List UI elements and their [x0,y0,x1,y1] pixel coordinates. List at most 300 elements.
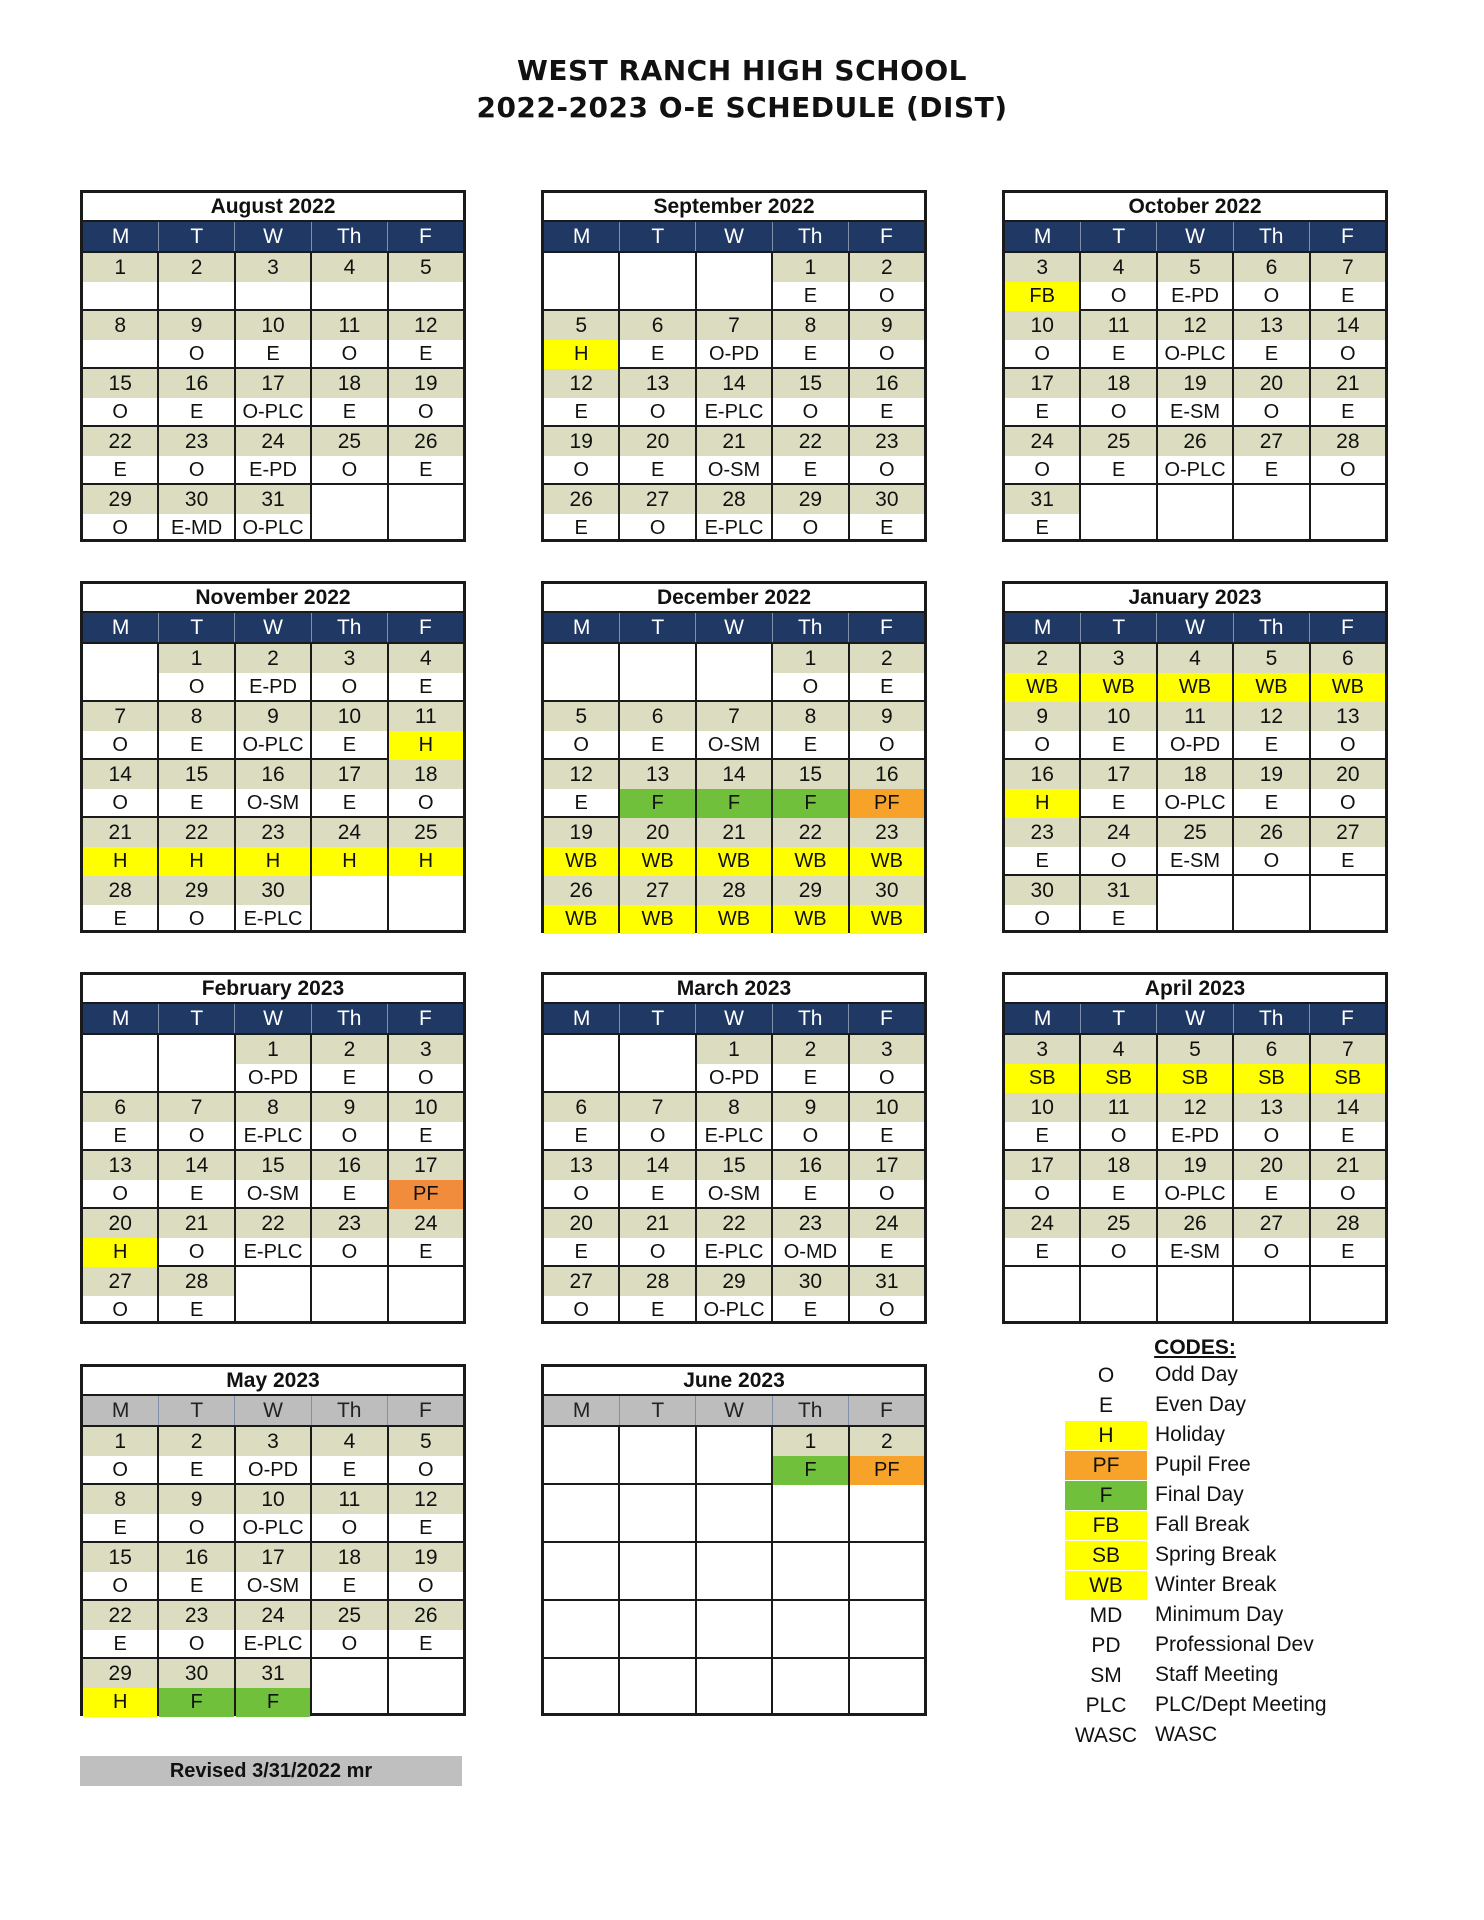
day-number [697,1543,771,1571]
day-number: 11 [312,1485,386,1514]
week-row [83,816,463,874]
day-number: 6 [620,311,694,340]
day-cell [848,1659,924,1715]
day-code [312,1295,386,1323]
day-code: O [418,1575,434,1597]
day-cell [310,702,386,758]
day-code: O [188,1241,205,1263]
day-code: O [112,734,128,756]
week-row [83,1091,463,1149]
weekday-label: M [1033,1007,1052,1030]
day-code: E [189,1183,204,1205]
day-code: E [880,517,894,539]
day-code: O [879,343,895,365]
month-title: March 2023 [544,975,924,1004]
day-cell [1232,1093,1308,1149]
day-code: E [189,734,204,756]
day-cell [387,1093,463,1149]
weekday-label: F [1309,1004,1385,1033]
day-cell [618,818,694,874]
day-cell [1232,876,1308,932]
month-title: June 2023 [544,1367,924,1396]
day-code: O [879,459,895,481]
day-code: E [803,285,818,307]
day-cell [544,253,618,309]
day-code: E-MD [171,517,223,539]
code-row [1065,1420,1365,1450]
code-label: Spring Break [1155,1543,1277,1566]
day-cell [771,818,847,874]
day-number: 4 [1158,644,1232,673]
day-cell [234,1601,310,1657]
day-cell [1232,427,1308,483]
day-number [697,1601,771,1629]
day-number: 21 [83,818,157,847]
day-cell [695,818,771,874]
day-cell [387,1659,463,1715]
day-cell [1309,760,1385,816]
day-cell [544,485,618,541]
day-cell [1232,1151,1308,1207]
day-code: E [189,1575,204,1597]
weekday-label: F [387,1396,463,1425]
day-code: O [341,1517,358,1539]
code-key: E [1098,1393,1113,1417]
code-row [1065,1360,1365,1390]
day-number [773,1601,847,1629]
month-title: September 2022 [544,193,924,222]
day-code: O [112,1183,128,1205]
day-cell [157,369,233,425]
day-cell [618,702,694,758]
code-label: WASC [1155,1723,1218,1746]
day-number: 21 [1311,369,1385,398]
day-number: 25 [389,818,463,847]
day-code: WB [850,847,924,876]
day-code [159,1063,233,1091]
weekday-label: W [1156,613,1232,642]
weekday-label: W [234,1396,310,1425]
day-number: 3 [312,644,386,673]
day-code: H [159,847,233,876]
weekday-label: F [387,222,463,251]
day-number: 1 [773,253,847,282]
day-code: O [1263,1125,1280,1147]
day-code: WB [850,905,924,934]
day-code: O [649,1125,666,1147]
code-key: WB [1065,1571,1147,1600]
day-code: O [1263,285,1280,307]
day-number [544,1485,618,1513]
day-cell [387,1035,463,1091]
day-cell [1309,485,1385,541]
day-code: F [159,1688,233,1717]
day-number: 17 [1081,760,1155,789]
day-code [544,1571,618,1599]
day-cell [83,1543,157,1599]
day-code: E-PLC [704,401,764,423]
day-cell [83,427,157,483]
day-cell [157,818,233,874]
day-cell [695,427,771,483]
day-number: 13 [1234,1093,1308,1122]
weekday-label: F [848,1396,924,1425]
day-code [83,672,157,700]
day-number: 27 [544,1267,618,1296]
code-key: FB [1065,1511,1147,1540]
day-code: E [342,734,357,756]
day-code [697,672,771,700]
day-code: E [574,792,588,814]
day-cell [1232,485,1308,541]
day-code: SB [1234,1064,1308,1093]
day-code: E-PD [1171,285,1219,307]
day-cell [157,1209,233,1265]
day-code: O-PD [248,1067,299,1089]
day-code [236,1295,310,1323]
day-code: E-SM [1170,1241,1221,1263]
day-number: 5 [1234,644,1308,673]
day-number: 11 [1158,702,1232,731]
day-number: 12 [1158,1093,1232,1122]
day-code: O-PLC [1164,459,1226,481]
weekday-label: W [234,1004,310,1033]
day-number [389,1659,463,1687]
day-number [620,1543,694,1571]
month-september-2022 [541,190,927,542]
week-row [544,700,924,758]
day-number: 17 [312,760,386,789]
day-cell [234,253,310,309]
day-number: 28 [1311,427,1385,456]
day-code: E [880,1125,894,1147]
weekday-label: W [695,1004,771,1033]
day-code [389,1295,463,1323]
month-title: October 2022 [1005,193,1385,222]
day-number: 2 [236,644,310,673]
day-number: 12 [389,311,463,340]
day-number [312,876,386,904]
day-code: H [83,1238,157,1267]
code-key: WASC [1074,1723,1138,1747]
day-code: E [1111,908,1126,930]
day-code [544,1063,618,1091]
day-number: 24 [312,818,386,847]
day-code: H [389,731,463,760]
day-cell [695,311,771,367]
day-cell [1232,702,1308,758]
day-code: H [83,1688,157,1717]
day-code: E [574,401,588,423]
day-cell [544,702,618,758]
day-cell [310,1601,386,1657]
day-cell [848,1485,924,1541]
day-cell [310,1427,386,1483]
day-cell [310,818,386,874]
day-number: 6 [1234,253,1308,282]
day-number: 22 [159,818,233,847]
codes-title: CODES: [1154,1336,1236,1359]
day-cell [157,1543,233,1599]
day-code [389,513,463,541]
code-label: Fall Break [1155,1513,1250,1536]
day-cell [695,644,771,700]
day-code: E [189,1299,204,1321]
day-code: O [879,1067,895,1089]
day-number: 24 [389,1209,463,1238]
day-code: E [419,459,433,481]
day-number: 10 [312,702,386,731]
day-number: 29 [159,876,233,905]
weekday-label: M [111,616,130,639]
week-row [83,483,463,541]
weekday-label: Th [311,1004,387,1033]
day-cell [848,1093,924,1149]
day-number: 19 [1234,760,1308,789]
day-number [697,1427,771,1455]
code-row [1065,1540,1365,1570]
day-code: O [341,343,358,365]
month-january-2023 [1002,581,1388,933]
day-cell [1079,253,1155,309]
weekday-label: T [619,1396,695,1425]
day-code [697,1687,771,1715]
day-cell [310,253,386,309]
day-number: 18 [312,1543,386,1572]
day-code [850,1571,924,1599]
weekday-label: W [1156,222,1232,251]
day-number [620,1659,694,1687]
day-cell [1079,1093,1155,1149]
day-cell [1079,1209,1155,1265]
day-code: O-PLC [1164,792,1226,814]
day-code [773,1687,847,1715]
day-code: E [1035,1241,1049,1263]
day-code [389,904,463,932]
day-cell [83,485,157,541]
day-code [312,904,386,932]
day-code: O [418,792,434,814]
code-row [1065,1630,1365,1660]
day-code: O [573,734,589,756]
day-code: O [188,1633,205,1655]
day-code: O [1110,401,1127,423]
code-label: Staff Meeting [1155,1663,1279,1686]
code-key: H [1065,1421,1147,1450]
day-cell [1156,1209,1232,1265]
day-code: E-PD [249,459,297,481]
day-code: E [803,343,818,365]
day-cell [387,369,463,425]
day-cell [310,1035,386,1091]
day-code: O [418,1067,434,1089]
day-code [620,672,694,700]
weekday-label: Th [311,222,387,251]
week-row [83,758,463,816]
day-number: 15 [83,369,157,398]
day-cell [234,485,310,541]
weekday-label: Th [1233,222,1309,251]
day-cell [310,1659,386,1715]
day-number: 22 [773,427,847,456]
week-row [83,251,463,309]
day-code [544,281,618,309]
month-title: December 2022 [544,584,924,613]
day-number: 23 [850,427,924,456]
day-cell [544,644,618,700]
weekday-label: Th [772,1004,848,1033]
day-number [389,485,463,513]
day-number: 14 [1311,311,1385,340]
day-code: O [649,401,666,423]
day-number: 21 [697,818,771,847]
day-code: O [879,1183,895,1205]
day-cell [83,876,157,932]
day-cell [848,1427,924,1483]
day-code: E [1035,850,1049,872]
day-cell [83,644,157,700]
day-code: O [802,401,819,423]
day-number: 27 [1234,1209,1308,1238]
day-cell [387,876,463,932]
day-cell [771,1267,847,1323]
day-code: E [113,908,127,930]
day-code [1158,1295,1232,1323]
day-cell [1005,1209,1079,1265]
day-number: 9 [850,702,924,731]
weekday-header [83,1396,463,1425]
day-cell [618,1093,694,1149]
day-code: E [342,401,357,423]
revised-note: Revised 3/31/2022 mr [80,1756,462,1786]
weekday-label: Th [311,613,387,642]
day-cell [1156,760,1232,816]
day-code: O [1263,1241,1280,1263]
day-cell [771,1151,847,1207]
weekday-label: M [572,1007,591,1030]
code-label: Pupil Free [1155,1453,1251,1476]
weekday-label: M [111,1399,130,1422]
day-cell [848,1035,924,1091]
day-number: 17 [389,1151,463,1180]
day-number: 5 [1158,253,1232,282]
day-cell [387,1151,463,1207]
day-cell [618,1659,694,1715]
day-number [697,1485,771,1513]
day-number [159,1035,233,1063]
day-code [697,281,771,309]
week-row [83,642,463,700]
day-cell [1309,1267,1385,1323]
day-code: O [1034,459,1050,481]
day-cell [1156,702,1232,758]
day-number: 3 [1005,1035,1079,1064]
week-row [1005,816,1385,874]
day-code: E [419,343,433,365]
day-number: 21 [697,427,771,456]
weekday-header [544,613,924,642]
day-code: E [189,792,204,814]
day-code [159,282,233,309]
day-number: 4 [312,253,386,282]
day-number: 29 [773,876,847,905]
week-row [544,1657,924,1715]
weekday-label: Th [772,222,848,251]
week-row [1005,1207,1385,1265]
day-code [1081,513,1155,541]
week-row [544,642,924,700]
day-code [620,1063,694,1091]
day-number: 15 [773,760,847,789]
weekday-header [1005,1004,1385,1033]
day-number: 5 [544,702,618,731]
day-cell [310,1485,386,1541]
day-cell [83,369,157,425]
day-code: O [1034,1183,1050,1205]
day-cell [1232,369,1308,425]
day-code [697,1513,771,1541]
day-cell [1079,311,1155,367]
month-title: January 2023 [1005,584,1385,613]
day-number: 13 [1311,702,1385,731]
week-row [1005,367,1385,425]
day-number: 11 [312,311,386,340]
day-cell [1005,253,1079,309]
day-number: 22 [83,427,157,456]
day-number: 3 [236,253,310,282]
day-cell [618,1485,694,1541]
day-number: 24 [236,427,310,456]
day-cell [157,1485,233,1541]
day-number: 8 [159,702,233,731]
day-code: E [650,343,665,365]
day-number: 26 [1158,1209,1232,1238]
day-number: 16 [850,369,924,398]
day-code: E-PD [1171,1125,1219,1147]
day-code: E-PLC [704,1241,764,1263]
month-august-2022 [80,190,466,542]
day-number [1005,1267,1079,1295]
day-code: E [113,1517,127,1539]
day-cell [1005,1151,1079,1207]
day-number: 26 [544,876,618,905]
day-cell [1232,818,1308,874]
week-row [544,1483,924,1541]
day-cell [771,876,847,932]
week-row [83,367,463,425]
day-code: E [419,1125,433,1147]
day-number: 20 [83,1209,157,1238]
day-code: E [342,1575,357,1597]
day-code: O [879,1299,895,1321]
day-number [850,1485,924,1513]
day-cell [1232,253,1308,309]
week-row [83,1207,463,1265]
day-number: 24 [850,1209,924,1238]
day-code: O [879,734,895,756]
weekday-label: Th [311,1396,387,1425]
day-code [544,1629,618,1657]
weekday-label: M [572,1399,591,1422]
weekday-label: W [234,222,310,251]
day-cell [1079,369,1155,425]
day-code: E [803,1299,818,1321]
day-number: 30 [159,1659,233,1688]
day-code: O [1110,1241,1127,1263]
day-number: 27 [83,1267,157,1296]
day-cell [387,702,463,758]
day-code: E [574,517,588,539]
